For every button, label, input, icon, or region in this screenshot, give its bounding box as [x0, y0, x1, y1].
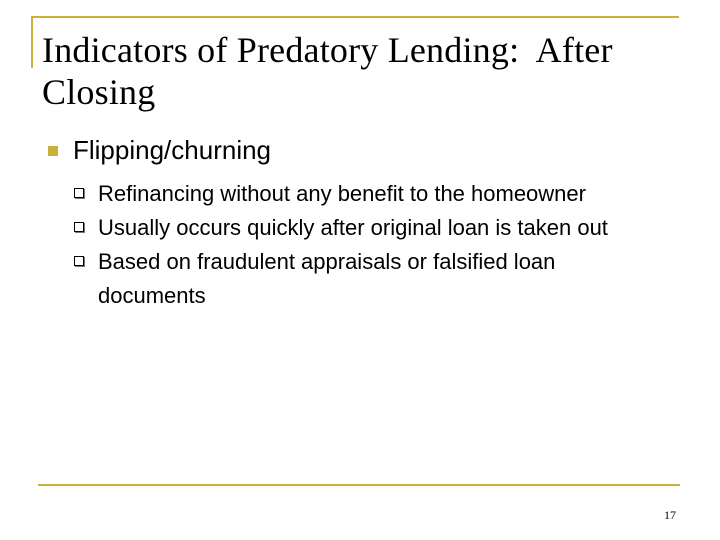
sub-bullet-item — [74, 177, 674, 211]
main-bullet-text: Flipping/churning — [73, 135, 272, 165]
sub-bullet-list — [74, 177, 674, 313]
bottom-accent-rule — [38, 484, 680, 486]
sub-bullet-text: Usually occurs quickly after original loan is taken out — [98, 215, 608, 240]
square-bullet-icon — [48, 146, 58, 156]
sub-bullet-text: Based on fraudulent appraisals or falsified loan documents — [98, 249, 556, 308]
main-bullet-item — [48, 134, 668, 167]
hollow-square-bullet-icon — [74, 188, 84, 198]
left-accent-rule — [31, 16, 33, 68]
top-accent-rule — [31, 16, 679, 18]
hollow-square-bullet-icon — [74, 222, 84, 232]
sub-bullet-text: Refinancing without any benefit to the homeowner — [98, 181, 586, 206]
hollow-square-bullet-icon — [74, 256, 84, 266]
slide-number: 17 — [664, 508, 676, 522]
sub-bullet-item — [74, 245, 674, 313]
slide-title: Indicators of Predatory Lending: After Closing — [42, 30, 613, 112]
sub-bullet-item — [74, 211, 674, 245]
